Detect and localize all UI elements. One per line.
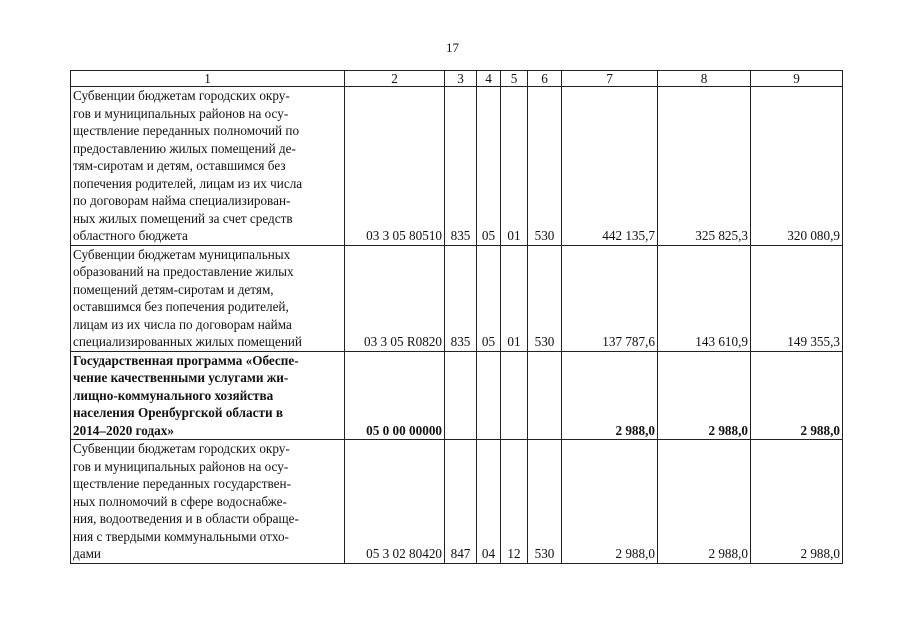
row-value-8: 2 988,0 (658, 440, 751, 564)
col-header-8: 8 (658, 71, 751, 87)
row-col5: 12 (501, 440, 528, 564)
row-value-8: 143 610,9 (658, 245, 751, 351)
row-description: Субвенции бюджетам городских окру- гов и муниципальных районов на осу- ществление переданных полномочий по предоставлению жилых помещений де- тям-сиротам и детям, оставшимся без попечения родителей, лицам из их числа по договорам найма специализирован- ных жилых помещений за счет средств областного бюджета (71, 87, 345, 246)
row-col5: 01 (501, 245, 528, 351)
row-description: Субвенции бюджетам городских окру- гов и муниципальных районов на осу- ществление переданных государствен- ных полномочий в сфере водоснабже- ния, водоотведения и в области обраще- ния с твердыми коммунальными отхо- дами (71, 440, 345, 564)
row-value-8: 325 825,3 (658, 87, 751, 246)
header-row (71, 71, 843, 87)
row-col6: 530 (528, 87, 562, 246)
page-number: 17 (446, 40, 459, 55)
row-col3 (445, 351, 477, 440)
row-col3: 847 (445, 440, 477, 564)
row-col3: 835 (445, 245, 477, 351)
row-value-7: 442 135,7 (562, 87, 658, 246)
row-col5: 01 (501, 87, 528, 246)
row-value-9: 2 988,0 (751, 440, 843, 564)
row-value-7: 2 988,0 (562, 351, 658, 440)
row-value-7: 2 988,0 (562, 440, 658, 564)
row-code: 05 0 00 00000 (345, 351, 445, 440)
col-header-3: 3 (445, 71, 477, 87)
row-value-9: 2 988,0 (751, 351, 843, 440)
budget-table (70, 70, 843, 564)
row-col3: 835 (445, 87, 477, 246)
row-col6: 530 (528, 245, 562, 351)
row-col4: 05 (477, 245, 501, 351)
row-code: 03 3 05 80510 (345, 87, 445, 246)
row-description: Государственная программа «Обеспе- чение качественными услугами жи- лищно-коммунального хозяйства населения Оренбургской области в 2014–2020 годах» (71, 351, 345, 440)
col-header-6: 6 (528, 71, 562, 87)
row-value-9: 320 080,9 (751, 87, 843, 246)
col-header-1: 1 (71, 71, 345, 87)
col-header-9: 9 (751, 71, 843, 87)
row-col6 (528, 351, 562, 440)
row-col4 (477, 351, 501, 440)
row-description: Субвенции бюджетам муниципальных образований на предоставление жилых помещений детям-сиротам и детям, оставшимся без попечения родителей, лицам из их числа по договорам найма специализированных жилых помещений (71, 245, 345, 351)
col-header-7: 7 (562, 71, 658, 87)
table-row (71, 245, 843, 351)
col-header-2: 2 (345, 71, 445, 87)
table-row-program (71, 351, 843, 440)
row-code: 03 3 05 R0820 (345, 245, 445, 351)
row-value-8: 2 988,0 (658, 351, 751, 440)
row-col6: 530 (528, 440, 562, 564)
row-col4: 04 (477, 440, 501, 564)
row-code: 05 3 02 80420 (345, 440, 445, 564)
row-col5 (501, 351, 528, 440)
table-row (71, 440, 843, 564)
row-value-7: 137 787,6 (562, 245, 658, 351)
col-header-4: 4 (477, 71, 501, 87)
table-row (71, 87, 843, 246)
row-value-9: 149 355,3 (751, 245, 843, 351)
row-col4: 05 (477, 87, 501, 246)
col-header-5: 5 (501, 71, 528, 87)
